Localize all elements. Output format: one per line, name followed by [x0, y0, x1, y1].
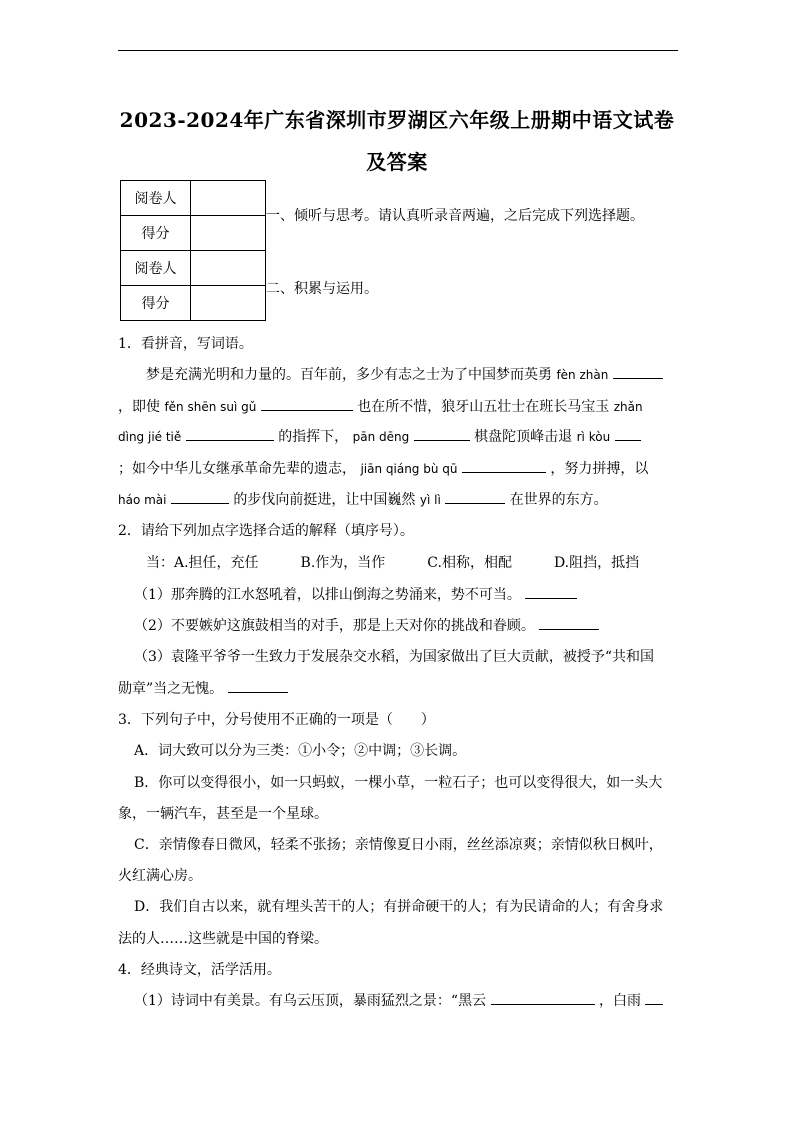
reviewer-label: 阅卷人: [121, 251, 191, 286]
q3-option-a: A．词大致可以分为三类：①小令；②中调；③长调。: [134, 743, 467, 759]
q2-item-text: （1）那奔腾的江水怒吼着，以排山倒海之势涌来，势不可当。: [134, 587, 521, 603]
question-3-heading: 3．下列句子中，分号使用不正确的一项是（ ）: [118, 712, 435, 728]
question-4-heading: 4．经典诗文，活学活用。: [118, 962, 281, 978]
table-row: [121, 251, 266, 286]
question-2-heading: 2．请给下列加点字选择合适的解释（填序号）。: [118, 523, 414, 539]
score-table: [120, 180, 266, 321]
table-row: [121, 181, 266, 216]
q4-item-text: ，白雨: [598, 993, 641, 1009]
question-1-heading: 1．看拼音，写词语。: [118, 336, 253, 352]
reviewer-label: 阅卷人: [121, 181, 191, 216]
score-label: 得分: [121, 286, 191, 321]
q3-option-b: B．你可以变得很小，如一只蚂蚁，一棵小草，一粒石子；也可以变得很大，如一头大: [134, 775, 663, 791]
pinyin: pān dēng: [352, 430, 410, 444]
q1-text: 也在所不惜，狼牙山五壮士在班长马宝玉: [357, 399, 610, 415]
q2-item-text: （2）不要嫉妒这旗鼓相当的对手，那是上天对你的挑战和眷顾。: [134, 618, 535, 634]
table-row: [121, 216, 266, 251]
answer-blank[interactable]: [414, 426, 470, 441]
pinyin: dìng jié tiě: [118, 430, 182, 444]
q1-line-2: [118, 396, 643, 416]
q1-line-3: [118, 426, 641, 446]
q1-line-4: [118, 458, 648, 478]
pinyin: háo mài: [118, 493, 167, 507]
answer-blank[interactable]: [615, 426, 641, 441]
q2-item-2: [134, 615, 599, 635]
answer-blank[interactable]: [645, 990, 663, 1005]
page-title-continued: 及答案: [366, 150, 428, 174]
pinyin: yì lì: [419, 493, 441, 507]
section-1-heading: 一、倾听与思考。请认真听录音两遍，之后完成下列选择题。: [266, 208, 644, 224]
q3-option-b-cont: 象，一辆汽车，甚至是一个星球。: [118, 806, 328, 822]
score-cell[interactable]: [191, 286, 266, 321]
score-cell[interactable]: [191, 216, 266, 251]
q1-text: ，努力拼搏，以: [550, 461, 649, 477]
q1-line-5: [118, 489, 608, 509]
answer-blank[interactable]: [525, 584, 577, 599]
score-label: 得分: [121, 216, 191, 251]
answer-blank[interactable]: [171, 489, 229, 504]
q4-item-text: （1）诗词中有美景。有乌云压顶，暴雨猛烈之景：“黑云: [134, 993, 487, 1009]
q2-item-3: （3）袁隆平爷爷一生致力于发展杂交水稻，为国家做出了巨大贡献，被授予“共和国: [134, 649, 655, 665]
reviewer-cell[interactable]: [191, 181, 266, 216]
q1-text: 在世界的东方。: [509, 492, 608, 508]
answer-blank[interactable]: [539, 615, 599, 630]
pinyin: rì kòu: [576, 430, 611, 444]
answer-blank[interactable]: [491, 990, 595, 1005]
q4-item-1: [134, 990, 663, 1010]
pinyin: fèn zhàn: [556, 368, 609, 382]
q3-option-c-cont: 火红满心房。: [118, 868, 202, 884]
q2-options: 当：A.担任，充任 B.作为，当作 C.相称，相配 D.阻挡，抵挡: [146, 555, 640, 571]
q1-text: 的步伐向前挺进，让中国巍然: [233, 492, 416, 508]
answer-blank[interactable]: [186, 426, 274, 441]
header-rule: [118, 50, 678, 51]
q1-text: 梦是充满光明和力量的。百年前，多少有志之士为了中国梦而英勇: [146, 367, 552, 383]
answer-blank[interactable]: [613, 364, 663, 379]
reviewer-cell[interactable]: [191, 251, 266, 286]
q1-text: ，即使: [118, 399, 160, 415]
answer-blank[interactable]: [445, 489, 505, 504]
q2-item-text: 勋章”当之无愧。: [118, 681, 224, 697]
q1-text: 的指挥下，: [278, 429, 349, 445]
q1-text: 棋盘陀顶峰击退: [474, 429, 573, 445]
answer-blank[interactable]: [261, 396, 353, 411]
table-row: [121, 286, 266, 321]
q3-option-d-cont: 法的人……这些就是中国的脊梁。: [118, 931, 328, 947]
pinyin: zhǎn: [613, 400, 643, 414]
q2-item-3-cont: [118, 678, 288, 698]
pinyin: fěn shēn suì gǔ: [164, 400, 257, 414]
q1-text: ；如今中华儿女继承革命先辈的遗志，: [118, 461, 356, 477]
q3-option-c: C．亲情像春日微风，轻柔不张扬；亲情像夏日小雨，丝丝添凉爽；亲情似秋日枫叶，: [134, 837, 663, 853]
q3-option-d: D．我们自古以来，就有埋头苦干的人；有拼命硬干的人；有为民请命的人；有舍身求: [134, 899, 664, 915]
page-title: 2023-2024年广东省深圳市罗湖区六年级上册期中语文试卷: [119, 108, 675, 132]
q1-line-1: [146, 364, 663, 384]
section-2-heading: 二、积累与运用。: [266, 281, 378, 297]
pinyin: jiān qiáng bù qū: [360, 462, 458, 476]
answer-blank[interactable]: [462, 458, 546, 473]
q2-item-1: [134, 584, 577, 604]
answer-blank[interactable]: [228, 678, 288, 693]
